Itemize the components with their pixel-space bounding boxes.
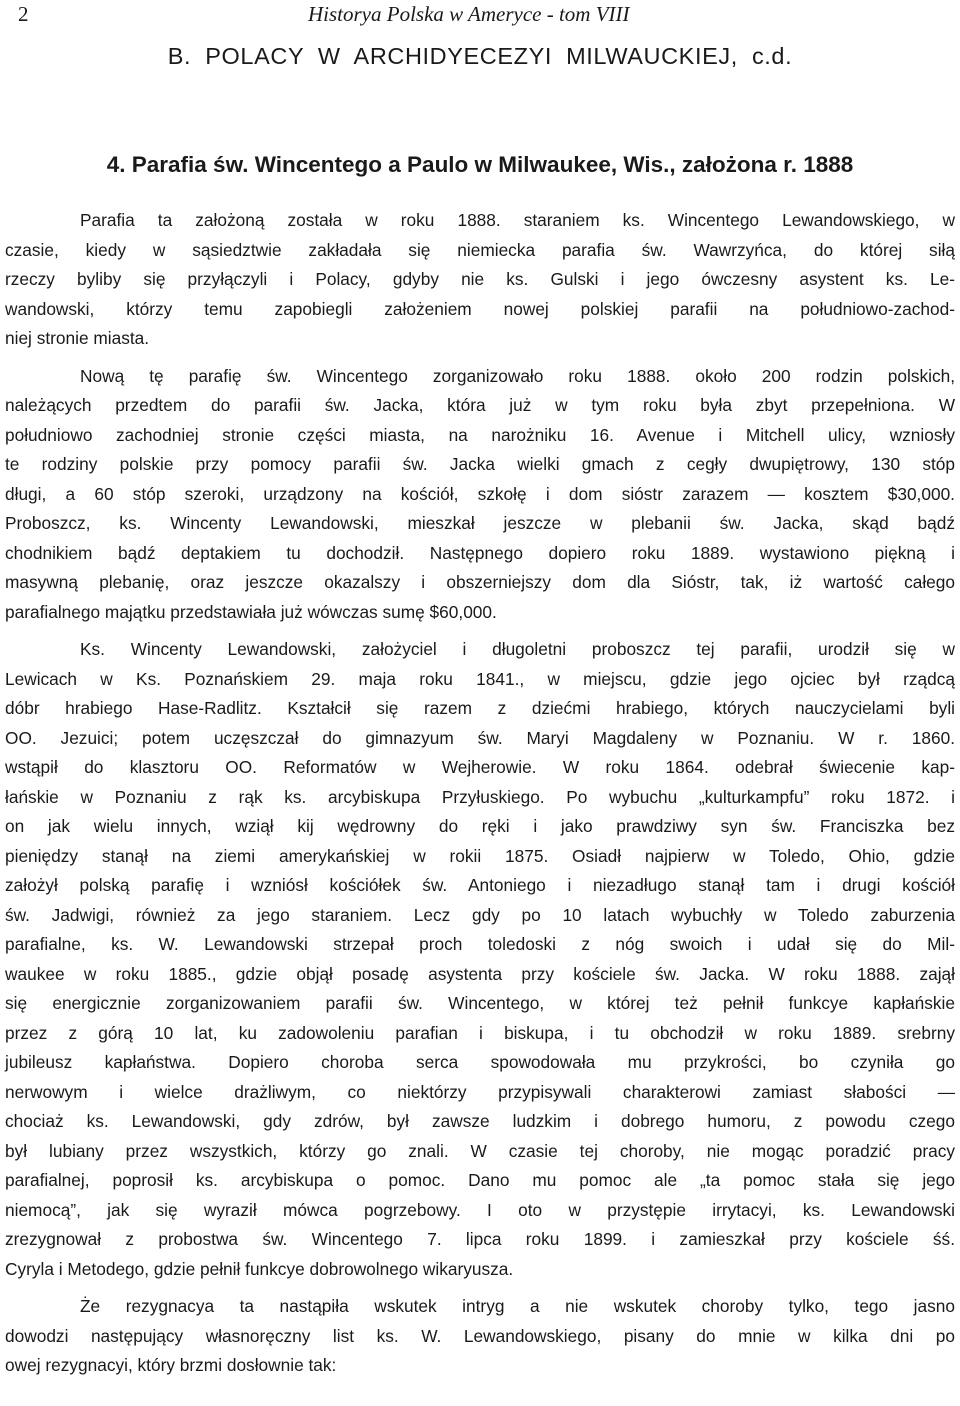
text-line: Cyryla i Metodego, gdzie pełnił funkcye dobrowolnego wikaryusza. <box>5 1258 514 1279</box>
text-line: parafialnej, poprosił ks. arcybiskupa o pomoc. Dano mu pomoc ale „ta pomoc stała się jego <box>5 1170 955 1190</box>
text-line: niej stronie miasta. <box>5 328 150 348</box>
text-line: wandowski, którzy temu zapobiegli założeniem nowej polskiej parafii na południowo-zachod- <box>5 298 955 319</box>
text-line: łańskie w Poznaniu z rąk ks. arcybiskupa Przyłuskiego. Po wybuchu „kulturkampfu” roku 1872. i <box>5 786 955 807</box>
text-line: niemocą”, jak się wyraził mówca pogrzebowy. I oto w przystępie irrytacyi, ks. Lewandowski <box>5 1199 955 1220</box>
text-line: Ks. Wincenty Lewandowski, założyciel i długoletni proboszcz tej parafii, urodził się w <box>80 639 955 659</box>
parish-subheading: 4. Parafia św. Wincentego a Paulo w Milwaukee, Wis., założona r. 1888 <box>106 152 854 177</box>
text-line: rzeczy byliby się przyłączyli i Polacy, gdyby nie ks. Gulski i jego ówczesny asystent ks. Le- <box>5 269 955 289</box>
paragraph <box>5 635 955 1284</box>
text-line: jubileusz kapłaństwa. Dopiero choroba serca spowodowała mu przykrości, bo czyniła go <box>5 1052 955 1072</box>
running-head <box>8 2 948 28</box>
text-line: parafialne, ks. W. Lewandowski strzepał proch toledoski z nóg swoich i udał się do Mil- <box>5 934 955 954</box>
paragraph <box>5 362 955 628</box>
text-line: św. Jadwigi, również za jego staraniem. Lecz gdy po 10 latach wybuchły w Toledo zaburzenia <box>5 904 955 925</box>
text-line: on jak wielu innych, wziął kij wędrowny do ręki i jako prawdziwy syn św. Franciszka bez <box>5 816 955 836</box>
text-line: masywną plebanię, oraz jeszcze okazalszy i obszerniejszy dom dla Sióstr, tak, iż wartość całego <box>5 572 955 592</box>
text-line: Nową tę parafię św. Wincentego zorganizowało roku 1888. około 200 rodzin polskich, <box>80 365 955 386</box>
paragraph <box>5 1292 955 1381</box>
page-number: 2 <box>18 2 29 26</box>
text-line: Lewicach w Ks. Poznańskiem 29. maja roku 1841., w miejscu, gdzie jego ojciec był rządcą <box>5 668 955 689</box>
text-line: chodnikiem bądź deptakiem tu dochodził. Następnego dopiero roku 1889. wystawiono piękną i <box>5 542 955 563</box>
text-line: należących przedtem do parafii św. Jacka, która już w tym roku była zbyt przepełniona. W <box>5 395 955 415</box>
text-line: te rodziny polskie przy pomocy parafii św. Jacka wielki gmach z cegły dwupiętrowy, 130 stóp <box>5 454 955 474</box>
text-line: owej rezygnacyi, który brzmi dosłownie tak: <box>5 1355 337 1375</box>
text-line: chociaż ks. Lewandowski, gdy zdrów, był zawsze ludzkim i dobrego humoru, z powodu czego <box>5 1111 955 1131</box>
text-line: Proboszcz, ks. Wincenty Lewandowski, mieszkał jeszcze w plebanii św. Jacka, skąd bądź <box>5 513 955 533</box>
paragraph <box>5 206 955 354</box>
text-line: wstąpił do klasztoru OO. Reformatów w Wejherowie. W roku 1864. odebrał świecenie kap- <box>5 757 955 777</box>
text-line: waukee w roku 1885., gdzie objął posadę asystenta przy kościele św. Jacka. W roku 1888. zajął <box>5 963 955 984</box>
text-line: nerwowym i wielce drażliwym, co niektórzy przypisywali charakterowi zamiast słabości — <box>5 1081 955 1102</box>
text-line: założył polską parafię i wzniósł kościółek św. Antoniego i niezadługo stanął tam i drugi kościół <box>5 875 955 895</box>
text-line: OO. Jezuici; potem uczęszczał do gimnazyum św. Maryi Magdaleny w Poznaniu. W r. 1860. <box>5 727 955 748</box>
text-line: parafialnego majątku przedstawiała już wówczas sumę $60,000. <box>5 601 497 622</box>
text-line: Parafia ta założoną została w roku 1888. staraniem ks. Wincentego Lewandowskiego, w <box>80 210 955 230</box>
text-line: pieniędzy stanął na ziemi amerykańskiej w rokii 1875. Osiadł najpierw w Toledo, Ohio, gdzie <box>5 845 955 866</box>
text-line: czasie, kiedy w sąsiedztwie zakładała się niemiecka parafia św. Wawrzyńca, do której siłą <box>5 239 955 260</box>
text-line: zrezygnował z probostwa św. Wincentego 7. lipca roku 1899. i zamieszkał przy kościele śś. <box>5 1229 955 1249</box>
text-line: przez z górą 10 lat, ku zadowoleniu parafian i biskupa, i tu obchodził w roku 1889. srebrny <box>5 1022 955 1043</box>
body-text <box>5 206 955 1381</box>
text-line: długi, a 60 stóp szeroki, urządzony na kościół, szkołę i dom sióstr zarazem — kosztem $30,000. <box>5 483 955 504</box>
text-line: dóbr hrabiego Hase-Radlitz. Kształcił się razem z dziećmi hrabiego, których nauczycielami byli <box>5 698 955 718</box>
text-line: się energicznie zorganizowaniem parafii św. Wincentego, w której też pełnił funkcye kapłańskie <box>5 993 955 1013</box>
text-line: Że rezygnacya ta nastąpiła wskutek intryg a nie wskutek choroby tylko, tego jasno <box>80 1296 955 1316</box>
running-title: Historya Polska w Ameryce - tom VIII <box>308 2 630 26</box>
text-line: był lubiany przez wszystkich, którzy go znali. W czasie tej choroby, nie mogąc poradzić pracy <box>5 1140 955 1161</box>
section-heading: B. POLACY W ARCHIDYECEZYI MILWAUCKIEJ, c.d. <box>167 43 793 69</box>
text-line: dowodzi następujący własnoręczny list ks. W. Lewandowskiego, pisany do mnie w kilka dni po <box>5 1325 955 1346</box>
text-line: południowo zachodniej stronie części miasta, na narożniku 16. Avenue i Mitchell ulicy, wzniosły <box>5 424 955 445</box>
